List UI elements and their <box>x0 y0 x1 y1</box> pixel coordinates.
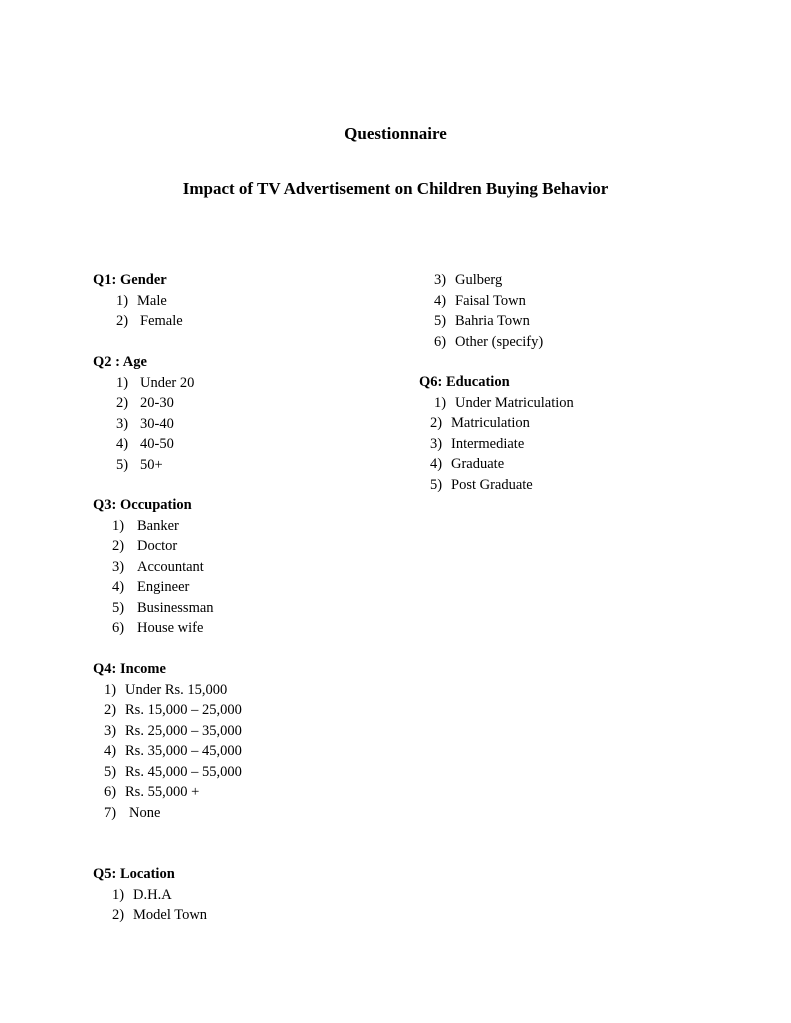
option-text: Accountant <box>137 558 204 575</box>
option-list <box>419 393 574 496</box>
option-number: 3) <box>112 558 125 575</box>
question-label: Q1: Gender <box>93 272 167 288</box>
question-label: Q3: Occupation <box>93 497 192 513</box>
option-list <box>116 291 183 332</box>
option-item <box>116 311 183 332</box>
option-text: Gulberg <box>455 272 503 288</box>
option-number: 2) <box>430 415 443 431</box>
option-number: 1) <box>112 886 125 903</box>
option-item <box>112 905 208 926</box>
option-item <box>116 373 195 394</box>
option-list <box>112 516 214 639</box>
option-number: 6) <box>434 333 447 350</box>
option-item <box>419 454 510 475</box>
question-label: Q6: Education <box>419 374 510 390</box>
option-number: 2) <box>116 395 129 411</box>
question-age <box>93 352 195 475</box>
question-location <box>93 864 208 926</box>
option-number: 5) <box>112 599 125 616</box>
option-text: Other (specify) <box>455 333 544 350</box>
option-number: 1) <box>116 292 129 309</box>
option-number: 3) <box>104 722 117 739</box>
option-number: 4) <box>430 456 443 472</box>
option-text: Rs. 55,000 + <box>125 784 200 800</box>
option-number: 4) <box>104 743 117 759</box>
option-text: Under Rs. 15,000 <box>125 681 228 698</box>
option-number: 6) <box>104 784 117 800</box>
option-item <box>419 393 574 414</box>
option-number: 2) <box>116 313 129 329</box>
option-text: 30-40 <box>140 415 174 432</box>
option-number: 2) <box>112 907 125 923</box>
option-number: 4) <box>434 292 447 309</box>
option-number: 1) <box>116 374 129 391</box>
option-number: 7) <box>104 804 117 821</box>
option-number: 5) <box>434 313 447 329</box>
option-text: Banker <box>137 517 179 534</box>
option-item <box>104 803 166 824</box>
option-item <box>112 885 175 906</box>
option-number: 5) <box>104 763 117 780</box>
option-number: 2) <box>112 538 125 554</box>
option-item <box>104 700 242 721</box>
option-text: Post Graduate <box>451 476 533 493</box>
option-list <box>104 680 242 824</box>
option-number: 5) <box>116 456 129 473</box>
option-item <box>112 598 214 619</box>
option-text: Female <box>140 313 183 329</box>
option-number: 1) <box>104 681 117 698</box>
option-text: Rs. 35,000 – 45,000 <box>125 743 242 759</box>
option-text: Businessman <box>137 599 214 616</box>
option-item <box>104 762 242 783</box>
option-item <box>112 557 204 578</box>
option-text: Matriculation <box>451 415 530 431</box>
option-item <box>104 741 242 762</box>
option-text: Engineer <box>137 579 190 595</box>
option-number: 2) <box>104 702 117 718</box>
question-occupation <box>93 495 214 639</box>
option-number: 3) <box>116 415 129 432</box>
option-text: Graduate <box>451 456 505 472</box>
question-gender <box>93 270 183 332</box>
option-number: 4) <box>112 579 125 595</box>
option-item <box>116 414 174 435</box>
option-text: Doctor <box>137 538 178 554</box>
option-number: 1) <box>434 394 447 411</box>
option-item <box>116 291 167 312</box>
option-text: Rs. 15,000 – 25,000 <box>125 702 242 718</box>
option-item <box>112 577 192 598</box>
option-text: Rs. 45,000 – 55,000 <box>125 763 242 780</box>
option-item <box>112 536 192 557</box>
option-text: Model Town <box>133 907 208 923</box>
option-text: 50+ <box>140 456 163 473</box>
option-text: D.H.A <box>133 886 172 903</box>
option-text: Bahria Town <box>455 313 530 329</box>
page-title: Questionnaire <box>344 124 447 143</box>
option-item <box>112 618 204 639</box>
option-list <box>112 885 208 926</box>
question-label: Q5: Location <box>93 866 175 882</box>
page-subtitle: Impact of TV Advertisement on Children Buying Behavior <box>182 179 609 198</box>
question-income <box>93 659 242 823</box>
option-number: 3) <box>434 272 447 288</box>
question-label: Q2 : Age <box>93 354 147 370</box>
option-number: 6) <box>112 620 125 636</box>
option-number: 5) <box>430 476 443 493</box>
option-text: Faisal Town <box>455 292 526 309</box>
option-text: Intermediate <box>451 435 525 452</box>
option-item <box>419 475 533 496</box>
option-text: 40-50 <box>140 436 174 452</box>
option-number: 4) <box>116 436 129 452</box>
option-text: 20-30 <box>140 395 174 411</box>
option-item <box>419 413 530 434</box>
option-item <box>104 782 200 803</box>
option-item <box>104 721 242 742</box>
option-item <box>116 455 163 476</box>
option-text: None <box>129 804 161 821</box>
option-list <box>116 373 195 476</box>
question-label: Q4: Income <box>93 661 166 677</box>
option-text: House wife <box>137 620 204 636</box>
option-text: Under 20 <box>140 374 195 391</box>
option-number: 1) <box>112 517 125 534</box>
option-number: 3) <box>430 435 443 452</box>
option-item <box>104 680 228 701</box>
option-text: Male <box>137 292 167 309</box>
option-item <box>116 434 174 455</box>
option-item <box>112 516 192 537</box>
option-text: Rs. 25,000 – 35,000 <box>125 722 242 739</box>
question-education <box>419 372 574 495</box>
option-item <box>419 434 525 455</box>
option-text: Under Matriculation <box>455 394 574 411</box>
option-item <box>116 393 174 414</box>
